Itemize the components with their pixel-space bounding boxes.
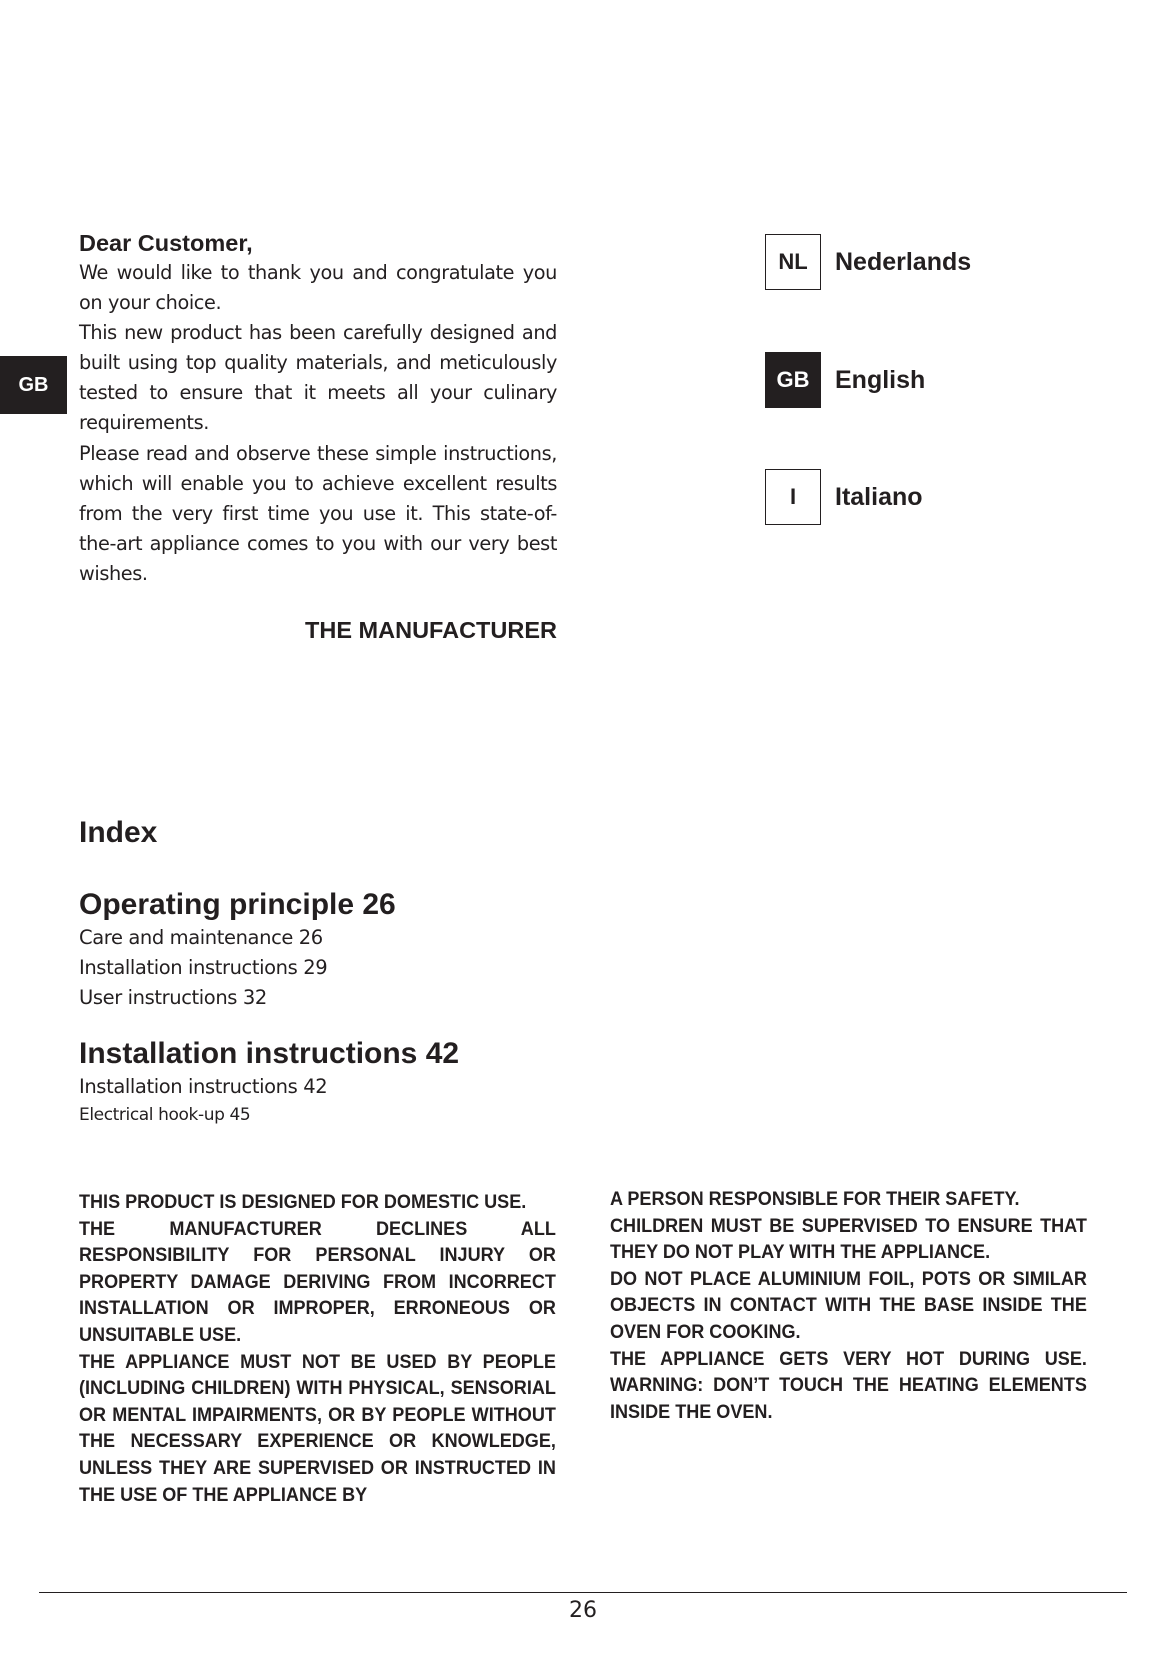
letter-greeting: Dear Customer, xyxy=(79,230,253,256)
language-name: English xyxy=(835,365,926,394)
safety-warning-left-column xyxy=(79,1190,556,1509)
warning-paragraph: THE MANUFACTURER DECLINES ALL RESPONSIBILITY FOR PERSONAL INJURY OR PROPERTY DAMAGE DERIVING FROM INCORRECT INSTALLATION OR IMPROPER, ERRONEOUS OR UNSUITABLE USE. xyxy=(79,1218,556,1346)
language-side-tab: GB xyxy=(0,356,67,414)
index-title: Index xyxy=(79,816,158,849)
language-name: Italiano xyxy=(835,482,923,511)
index-entry[interactable]: Installation instructions 42 xyxy=(79,1075,328,1098)
index-section-title[interactable]: Operating principle 26 xyxy=(79,888,396,921)
letter-paragraph: This new product has been carefully designed and built using top quality materials, and meticulously tested to ensure that it meets all your culinary requirements. xyxy=(79,321,557,435)
warning-paragraph: DO NOT PLACE ALUMINIUM FOIL, POTS OR SIMILAR OBJECTS IN CONTACT WITH THE BASE INSIDE THE OVEN FOR COOKING. xyxy=(610,1268,1087,1343)
safety-warning-right-column xyxy=(610,1187,1087,1426)
language-code-badge: I xyxy=(765,469,821,525)
index-entry[interactable]: Care and maintenance 26 xyxy=(79,926,323,949)
warning-paragraph: THE APPLIANCE GETS VERY HOT DURING USE. WARNING: DON’T TOUCH THE HEATING ELEMENTS INSIDE THE OVEN. xyxy=(610,1348,1087,1423)
language-name: Nederlands xyxy=(835,247,972,276)
letter-signature: THE MANUFACTURER xyxy=(305,617,557,644)
letter-paragraph: Please read and observe these simple instructions, which will enable you to achieve excellent results from the very first time you use it. This state-of-the-art appliance comes to you with our very best wishes. xyxy=(79,441,557,585)
language-item-gb[interactable] xyxy=(765,352,925,408)
warning-paragraph: CHILDREN MUST BE SUPERVISED TO ENSURE THAT THEY DO NOT PLAY WITH THE APPLIANCE. xyxy=(610,1215,1087,1264)
index-section xyxy=(79,815,679,1128)
page-number: 26 xyxy=(569,1598,597,1623)
index-section-title[interactable]: Installation instructions 42 xyxy=(79,1037,460,1070)
warning-paragraph: THE APPLIANCE MUST NOT BE USED BY PEOPLE (INCLUDING CHILDREN) WITH PHYSICAL, SENSORIAL OR MENTAL IMPAIRMENTS, OR BY PEOPLE WITHOUT THE NECESSARY EXPERIENCE OR KNOWLEDGE, UNLESS THEY ARE SUPERVISED OR INSTRUCTED IN THE USE OF THE APPLIANCE BY xyxy=(79,1351,556,1506)
index-entry[interactable]: Electrical hook-up 45 xyxy=(79,1105,251,1125)
language-code-badge: NL xyxy=(765,234,821,290)
index-entry[interactable]: Installation instructions 29 xyxy=(79,956,328,979)
language-code-badge: GB xyxy=(765,352,821,408)
language-item-it[interactable] xyxy=(765,469,923,525)
welcome-letter xyxy=(79,228,557,644)
letter-paragraph: We would like to thank you and congratulate you on your choice. xyxy=(79,261,557,315)
footer-rule xyxy=(39,1592,1127,1593)
warning-paragraph: A PERSON RESPONSIBLE FOR THEIR SAFETY. xyxy=(610,1189,1020,1210)
warning-paragraph: THIS PRODUCT IS DESIGNED FOR DOMESTIC USE. xyxy=(79,1192,527,1213)
index-entry[interactable]: User instructions 32 xyxy=(79,986,267,1009)
language-item-nl[interactable] xyxy=(765,234,971,290)
